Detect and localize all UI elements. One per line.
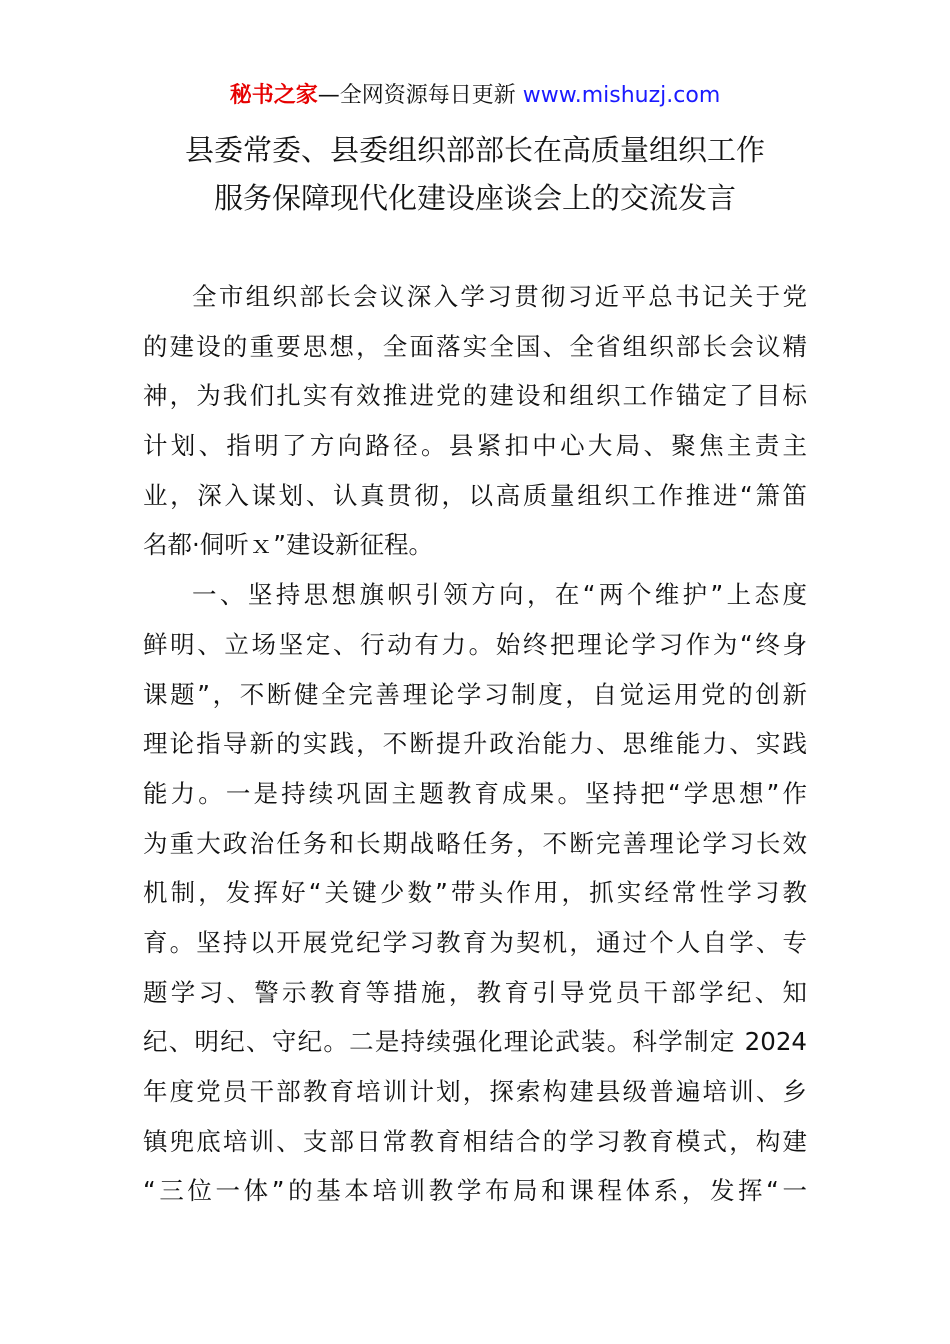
text-line: 纪、明纪、守纪。二是持续强化理论武装。科学制定 2024 — [143, 1027, 807, 1057]
title-line: 县委常委、县委组织部部长在高质量组织工作 — [184, 133, 765, 167]
title-line: 服务保障现代化建设座谈会上的交流发言 — [213, 181, 736, 215]
text-line: 全市组织部长会议深入学习贯彻习近平总书记关于党 — [192, 282, 807, 311]
text-line: 神，为我们扎实有效推进党的建设和组织工作锚定了目标 — [143, 381, 807, 411]
header-tagline: —全网资源每日更新 — [317, 83, 523, 108]
text-line: 计划、指明了方向路径。县紧扣中心大局、聚焦主责主 — [143, 431, 807, 461]
text-line: 鲜明、立场坚定、行动有力。始终把理论学习作为“终身 — [143, 629, 807, 659]
text-line: “三位一体”的基本培训教学布局和课程体系，发挥“一 — [143, 1176, 807, 1206]
text-line: 名都·侗听ｘ”建设新征程。 — [143, 530, 433, 560]
paragraph-1 — [143, 272, 807, 570]
text-line: 镇兜底培训、支部日常教育相结合的学习教育模式，构建 — [143, 1126, 807, 1156]
document-body — [143, 272, 807, 1216]
text-line: 年度党员干部教育培训计划，探索构建县级普遍培训、乡 — [143, 1077, 807, 1106]
site-header — [0, 80, 950, 112]
text-line: 题学习、警示教育等措施，教育引导党员干部学纪、知 — [143, 977, 807, 1007]
site-url[interactable]: www.mishuzj.com — [522, 83, 721, 108]
text-line: 机制，发挥好“关键少数”带头作用，抓实经常性学习教 — [143, 878, 807, 908]
text-line: 的建设的重要思想，全面落实全国、全省组织部长会议精 — [143, 331, 807, 361]
text-line: 育。坚持以开展党纪学习教育为契机，通过个人自学、专 — [143, 927, 807, 957]
text-line: 一、坚持思想旗帜引领方向，在“两个维护”上态度 — [192, 580, 807, 610]
text-line: 理论指导新的实践，不断提升政治能力、思维能力、实践 — [143, 729, 807, 759]
paragraph-2 — [143, 570, 807, 1216]
text-line: 能力。一是持续巩固主题教育成果。坚持把“学思想”作 — [143, 778, 807, 808]
text-line: 为重大政治任务和长期战略任务，不断完善理论学习长效 — [143, 828, 807, 858]
brand-name: 秘书之家 — [229, 83, 318, 108]
document-title — [0, 126, 950, 222]
text-line: 课题”，不断健全完善理论学习制度，自觉运用党的创新 — [143, 679, 807, 709]
text-line: 业，深入谋划、认真贯彻，以高质量组织工作推进“箫笛 — [143, 480, 807, 510]
